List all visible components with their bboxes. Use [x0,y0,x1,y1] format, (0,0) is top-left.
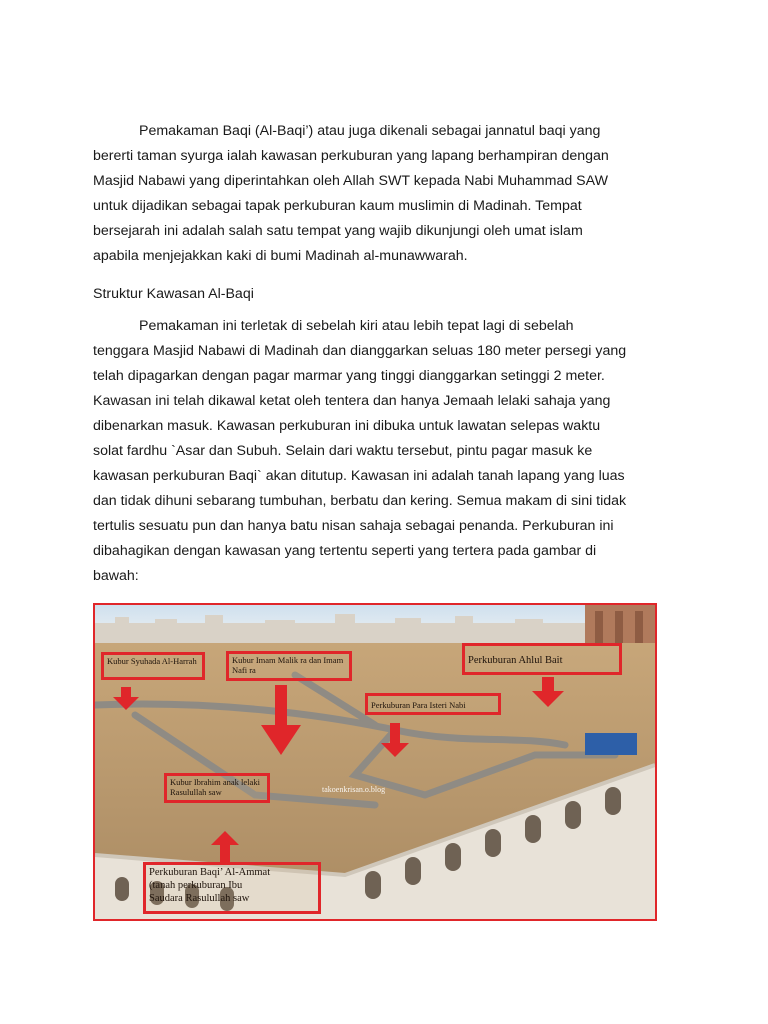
label-line: Perkuburan Baqi’ Al-Ammat [149,867,271,878]
label-imam-malik: Kubur Imam Malik ra dan Imam Nafi ra [226,651,352,681]
paragraph-line: Masjid Nabawi yang diperintahkan oleh Allah SWT kepada Nabi Muhammad SAW [93,173,608,189]
paragraph-line: tertulis sesuatu pun dan hanya batu nisan sahaja sebagai penanda. Perkuburan ini [93,518,614,534]
paragraph-line: Pemakaman Baqi (Al-Baqi’) atau juga dikenali sebagai jannatul baqi yang [139,123,601,139]
label-line: Saudara Rasulullah saw [149,893,250,904]
label-line: (tanah perkuburan Ibu [149,880,243,891]
paragraph-structure [93,314,693,589]
paragraph-line: dibenarkan masuk. Kawasan perkuburan ini dibuka untuk lawatan selepas waktu [93,418,601,434]
paragraph-line: apabila menjejakkan kaki di bumi Madinah al-munawwarah. [93,248,468,264]
paragraph-line: untuk dijadikan sebagai tapak perkuburan kaum muslimin di Madinah. Tempat [93,198,582,214]
label-syuhada-al-harrah: Kubur Syuhada Al-Harrah [101,652,205,680]
paragraph-intro [93,119,693,269]
label-baqi-al-ammat [143,862,321,914]
paragraph-line: kawasan perkuburan Baqi` akan ditutup. Kawasan ini adalah tanah lapang yang luas [93,468,625,484]
paragraph-line: solat fardhu `Asar dan Subuh. Selain dari waktu tersebut, pintu pagar masuk ke [93,443,593,459]
photo-watermark: takoenkrisan.o.blog [322,785,386,794]
label-isteri-nabi: Perkuburan Para Isteri Nabi [365,693,501,715]
label-ibrahim: Kubur Ibrahim anak lelaki Rasulullah saw [164,773,270,803]
paragraph-line: dan tidak dihuni sebarang tumbuhan, berbatu dan kering. Semua makam di sini tidak [93,493,627,509]
paragraph-line: Kawasan ini telah dikawal ketat oleh tentera dan hanya Jemaah lelaki sahaja yang [93,393,611,409]
paragraph-line: dibahagikan dengan kawasan yang tertentu seperti yang tertera pada gambar di [93,543,597,559]
section-heading: Struktur Kawasan Al-Baqi [93,286,254,302]
paragraph-line: bersejarah ini adalah salah satu tempat yang wajib dikunjungi oleh umat islam [93,223,583,239]
paragraph-line: Pemakaman ini terletak di sebelah kiri atau lebih tepat lagi di sebelah [139,318,574,334]
label-ahlul-bait: Perkuburan Ahlul Bait [462,643,622,675]
paragraph-line: bawah: [93,568,139,584]
paragraph-line: bererti taman syurga ialah kawasan perkuburan yang lapang berhampiran dengan [93,148,609,164]
paragraph-line: tenggara Masjid Nabawi di Madinah dan dianggarkan seluas 180 meter persegi yang [93,343,627,359]
baqi-cemetery-photo [93,603,657,921]
paragraph-line: telah dipagarkan dengan pagar marmar yang tinggi dianggarkan setinggi 2 meter. [93,368,605,384]
